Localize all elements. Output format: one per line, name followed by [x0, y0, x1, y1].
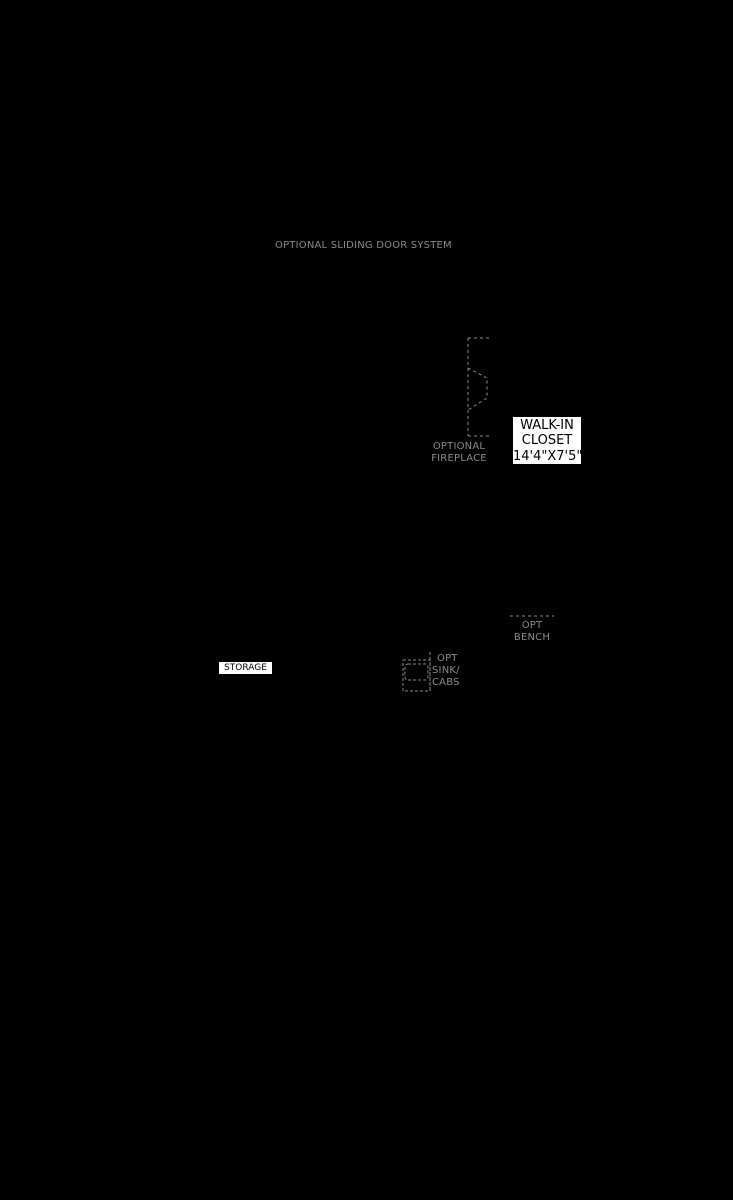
fireplace-label-line: FIREPLACE: [431, 452, 487, 464]
sink-label-line: SINK/: [432, 665, 460, 676]
storage-label: STORAGE: [219, 662, 272, 674]
opt-sink-cabs-label: [432, 653, 464, 689]
walk-in-closet-label: [513, 417, 581, 464]
fireplace-label-line: OPTIONAL: [432, 441, 486, 452]
optional-fireplace-outline: [468, 338, 490, 436]
optional-fireplace-label: [429, 441, 489, 464]
sink-label-line: CABS: [432, 677, 460, 688]
sink-label-line: OPT: [437, 653, 458, 664]
room-dimensions: 14'4"X7'5": [513, 448, 583, 464]
room-name: WALK-IN: [520, 418, 574, 433]
room-name: CLOSET: [521, 433, 573, 449]
bench-label-line: OPT: [521, 620, 543, 631]
optional-sliding-door-label: OPTIONAL SLIDING DOOR SYSTEM: [275, 240, 452, 251]
opt-bench-label: [510, 620, 554, 643]
opt-sink-outline: [403, 652, 430, 692]
bench-label-line: BENCH: [513, 631, 551, 643]
